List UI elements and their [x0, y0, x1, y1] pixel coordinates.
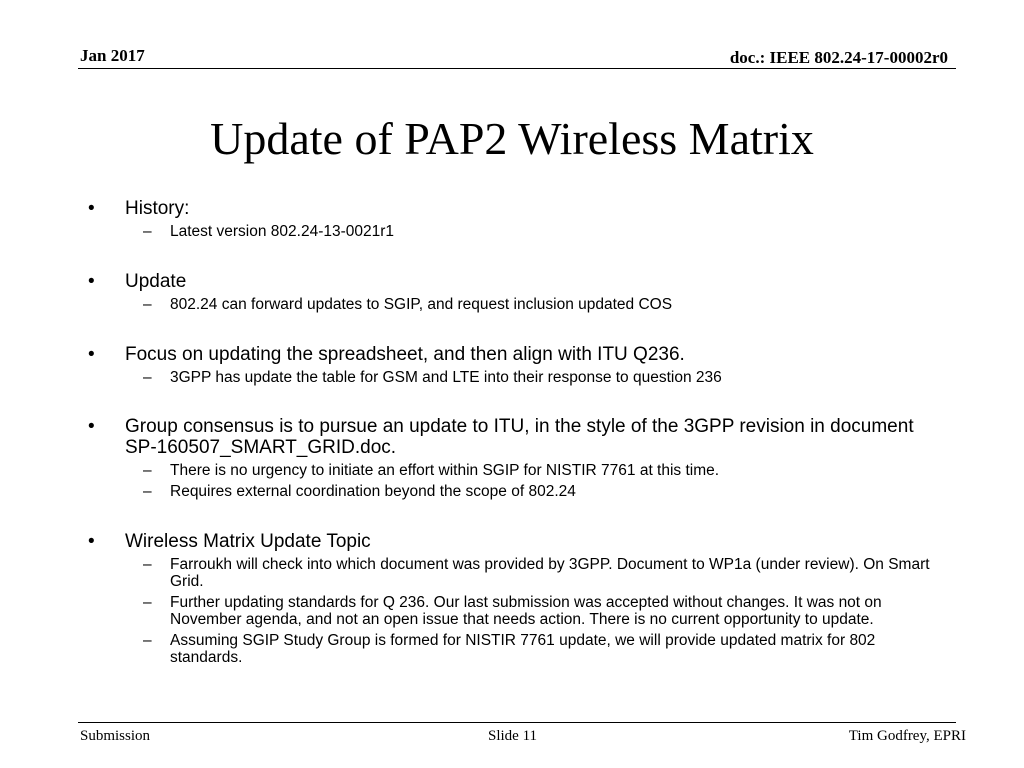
- sub-bullet-marker: –: [143, 223, 152, 240]
- header-divider: [78, 68, 956, 69]
- bullet-item: [88, 416, 938, 458]
- slide-body: [88, 198, 938, 697]
- sub-bullet-marker: –: [143, 296, 152, 313]
- sub-bullet-item: [88, 483, 938, 500]
- bullet-text: Focus on updating the spreadsheet, and then align with ITU Q236.: [125, 344, 685, 365]
- header-date: Jan 2017: [80, 46, 145, 65]
- bullet-marker: •: [88, 531, 95, 552]
- bullet-item: [88, 531, 938, 552]
- bullet-item: [88, 271, 938, 292]
- bullet-text: Group consensus is to pursue an update to ITU, in the style of the 3GPP revision in document SP-160507_SMART_GRID.doc.: [125, 416, 914, 458]
- sub-bullet-text: Requires external coordination beyond the scope of 802.24: [170, 483, 576, 500]
- sub-bullet-text: There is no urgency to initiate an effort within SGIP for NISTIR 7761 at this time.: [170, 462, 720, 479]
- sub-bullet-marker: –: [143, 632, 152, 649]
- slide-title: Update of PAP2 Wireless Matrix: [210, 113, 814, 164]
- bullet-marker: •: [88, 198, 95, 219]
- bullet-item: [88, 344, 938, 365]
- bullet-group-update: [88, 271, 938, 313]
- sub-bullet-item: [88, 296, 938, 313]
- bullet-text: Update: [125, 271, 187, 292]
- bullet-group-matrix-topic: [88, 531, 938, 666]
- sub-bullet-marker: –: [143, 594, 152, 611]
- sub-bullet-item: [88, 632, 938, 666]
- bullet-group-focus: [88, 344, 938, 386]
- sub-bullet-item: [88, 223, 938, 240]
- footer-author: Tim Godfrey, EPRI: [848, 728, 966, 744]
- sub-bullet-marker: –: [143, 556, 152, 573]
- footer-divider: [78, 722, 956, 723]
- bullet-marker: •: [88, 416, 95, 437]
- sub-bullet-text: 3GPP has update the table for GSM and LTE into their response to question 236: [170, 369, 722, 386]
- sub-bullet-item: [88, 556, 938, 590]
- sub-bullet-text: Assuming SGIP Study Group is formed for NISTIR 7761 update, we will provide updated matrix for 802 standards.: [170, 632, 876, 666]
- sub-bullet-marker: –: [143, 369, 152, 386]
- bullet-marker: •: [88, 271, 95, 292]
- footer-slide-number: Slide 11: [488, 728, 538, 744]
- footer-submission: Submission: [80, 728, 151, 744]
- sub-bullet-text: Farroukh will check into which document was provided by 3GPP. Document to WP1a (under review). On Smart Grid.: [170, 556, 930, 590]
- bullet-group-consensus: [88, 416, 938, 500]
- bullet-group-history: [88, 198, 938, 240]
- sub-bullet-text: Further updating standards for Q 236. Our last submission was accepted without changes. It was not on November agenda, and not an open issue that needs action. There is no current opportunity to update.: [170, 594, 882, 628]
- sub-bullet-marker: –: [143, 483, 152, 500]
- sub-bullet-item: [88, 594, 938, 628]
- bullet-text: Wireless Matrix Update Topic: [125, 531, 371, 552]
- bullet-text: History:: [125, 198, 190, 219]
- sub-bullet-text: Latest version 802.24-13-0021r1: [170, 223, 395, 240]
- sub-bullet-text: 802.24 can forward updates to SGIP, and request inclusion updated COS: [170, 296, 673, 313]
- sub-bullet-item: [88, 462, 938, 479]
- bullet-item: [88, 198, 938, 219]
- bullet-marker: •: [88, 344, 95, 365]
- header-doc-id: doc.: IEEE 802.24-17-00002r0: [729, 48, 948, 67]
- sub-bullet-item: [88, 369, 938, 386]
- sub-bullet-marker: –: [143, 462, 152, 479]
